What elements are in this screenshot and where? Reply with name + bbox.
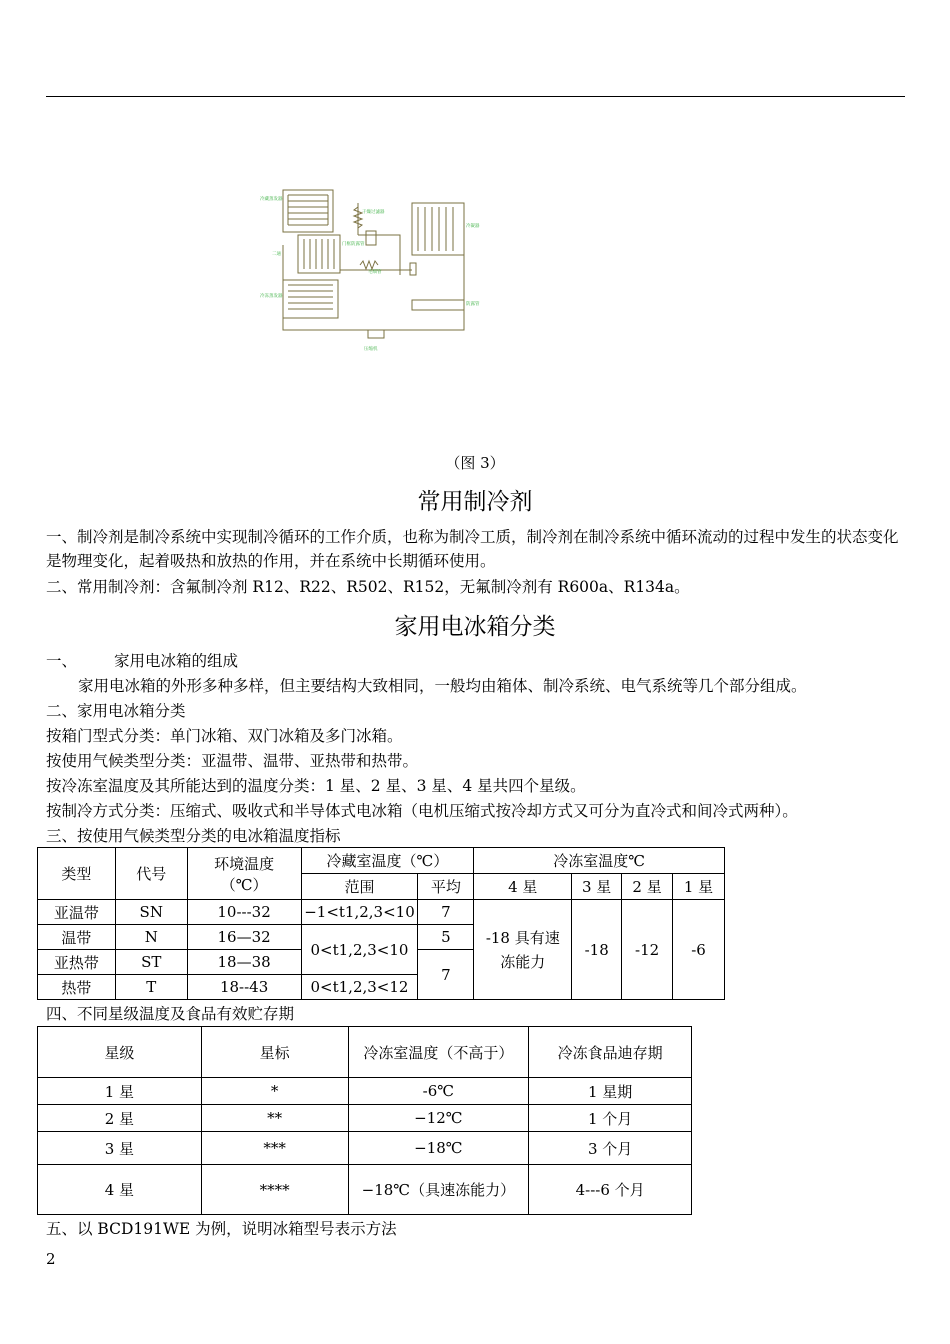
diagram-label-3: 二通: [272, 252, 281, 257]
diagram-label-7: 冷凝器: [466, 224, 480, 229]
diagram-label-4: 门框防露管: [342, 242, 365, 247]
header-freezer-temp-max: 冷冻室温度（不高于）: [348, 1027, 529, 1078]
header-4-star: 4 星: [474, 874, 572, 900]
header-type: 类型: [38, 848, 116, 900]
header-rule: [46, 96, 905, 97]
cell-star-mark: ****: [201, 1165, 348, 1215]
header-3-star: 3 星: [572, 874, 622, 900]
cell-code: ST: [115, 950, 187, 975]
model-number-heading: 五、以 BCD191WE 为例，说明冰箱型号表示方法: [46, 1220, 397, 1238]
table-row: [38, 1165, 692, 1215]
cell-star-level: 4 星: [38, 1165, 202, 1215]
page-number: 2: [46, 1250, 56, 1268]
paragraph-refrigerant-definition: 一、制冷剂是制冷系统中实现制冷循环的工作介质，也称为制冷工质，制冷剂在制冷系统中循环流动的过程中发生的状态变化是物理变化，起着吸热和放热的作用，并在系统中长期循环使用。: [46, 528, 899, 570]
diagram-label-6: 毛细管: [368, 270, 382, 275]
cell-code: SN: [115, 900, 187, 925]
cell-4-star: -18 具有速冻能力: [474, 900, 572, 1000]
paragraph-common-refrigerants: 二、常用制冷剂：含氟制冷剂 R12、R22、R502、R152，无氟制冷剂有 R600a、R134a。: [46, 578, 690, 596]
classification-heading: 二、家用电冰箱分类: [46, 702, 186, 720]
cell-storage-period: 4---6 个月: [529, 1165, 692, 1215]
diagram-label-9: 压缩机: [364, 347, 378, 352]
cell-star-mark: **: [201, 1105, 348, 1132]
header-average: 平均: [418, 874, 474, 900]
header-fridge-temp: 冷藏室温度（℃）: [301, 848, 474, 874]
table-row: [38, 1132, 692, 1165]
header-range: 范围: [301, 874, 418, 900]
cell-star-mark: ***: [201, 1132, 348, 1165]
climate-temperature-table: [37, 847, 725, 1000]
figure-caption: （图 3）: [445, 454, 505, 472]
header-star-level: 星级: [38, 1027, 202, 1078]
diagram-label-1: 冷藏蒸发器: [260, 197, 283, 202]
cell-freezer-temp: −12℃: [348, 1105, 529, 1132]
cooling-method-text: 按制冷方式分类：压缩式、吸收式和半导体式电冰箱（电机压缩式按冷却方式又可分为直冷式和间冷式两种）。: [46, 802, 798, 820]
cell-star-level: 3 星: [38, 1132, 202, 1165]
cell-freezer-temp: −18℃（具速冻能力）: [348, 1165, 529, 1215]
cell-star-mark: *: [201, 1078, 348, 1105]
cell-2-star: -12: [622, 900, 673, 1000]
cell-range: 0<t1,2,3<12: [301, 975, 418, 1000]
table2-heading: 四、不同星级温度及食品有效贮存期: [46, 1005, 295, 1023]
cell-type: 温带: [38, 925, 116, 950]
table-row: [38, 1078, 692, 1105]
cell-freezer-temp: -6℃: [348, 1078, 529, 1105]
diagram-label-2: 干燥过滤器: [362, 210, 385, 215]
cell-storage-period: 1 星期: [529, 1078, 692, 1105]
diagram-label-8: 防露管: [466, 302, 480, 307]
table-row: [38, 900, 725, 925]
list-item-1-text: 家用电冰箱的组成: [114, 652, 239, 670]
cell-type: 亚温带: [38, 900, 116, 925]
cell-average: 7: [418, 900, 474, 925]
cell-range: 0<t1,2,3<10: [301, 925, 418, 975]
cell-average: 5: [418, 925, 474, 950]
cell-code: N: [115, 925, 187, 950]
list-item-1-number: 一、: [46, 652, 78, 670]
header-star-mark: 星标: [201, 1027, 348, 1078]
cell-ambient: 10---32: [187, 900, 301, 925]
cell-code: T: [115, 975, 187, 1000]
table1-heading: 三、按使用气候类型分类的电冰箱温度指标: [46, 827, 341, 845]
cell-ambient: 16—32: [187, 925, 301, 950]
cell-freezer-temp: −18℃: [348, 1132, 529, 1165]
cell-star-level: 2 星: [38, 1105, 202, 1132]
climate-type-text: 按使用气候类型分类：亚温带、温带、亚热带和热带。: [46, 752, 419, 770]
header-freezer-temp: 冷冻室温度℃: [474, 848, 725, 874]
refrigeration-diagram: [250, 185, 490, 355]
cell-range: −1<t1,2,3<10: [301, 900, 418, 925]
star-rating-text: 按冷冻室温度及其所能达到的温度分类：1 星、2 星、3 星、4 星共四个星级。: [46, 777, 586, 795]
header-storage-period: 冷冻食品迪存期: [529, 1027, 692, 1078]
cell-1-star: -6: [673, 900, 725, 1000]
table-row: [38, 1105, 692, 1132]
header-1-star: 1 星: [673, 874, 725, 900]
cell-average: 7: [418, 950, 474, 1000]
header-code: 代号: [115, 848, 187, 900]
cell-ambient: 18--43: [187, 975, 301, 1000]
cell-storage-period: 1 个月: [529, 1105, 692, 1132]
door-type-text: 按箱门型式分类：单门冰箱、双门冰箱及多门冰箱。: [46, 727, 403, 745]
cell-ambient: 18—38: [187, 950, 301, 975]
star-rating-table: [37, 1026, 692, 1215]
header-2-star: 2 星: [622, 874, 673, 900]
header-ambient: 环境温度 （℃）: [187, 848, 301, 900]
cell-storage-period: 3 个月: [529, 1132, 692, 1165]
cell-3-star: -18: [572, 900, 622, 1000]
cell-star-level: 1 星: [38, 1078, 202, 1105]
heading-refrigerants: 常用制冷剂: [417, 489, 533, 515]
cell-type: 热带: [38, 975, 116, 1000]
cell-type: 亚热带: [38, 950, 116, 975]
heading-fridge-classification: 家用电冰箱分类: [394, 614, 556, 640]
diagram-label-5: 冷冻蒸发器: [260, 294, 283, 299]
composition-text: 家用电冰箱的外形多种多样，但主要结构大致相同，一般均由箱体、制冷系统、电气系统等几个部分组成。: [78, 677, 807, 695]
